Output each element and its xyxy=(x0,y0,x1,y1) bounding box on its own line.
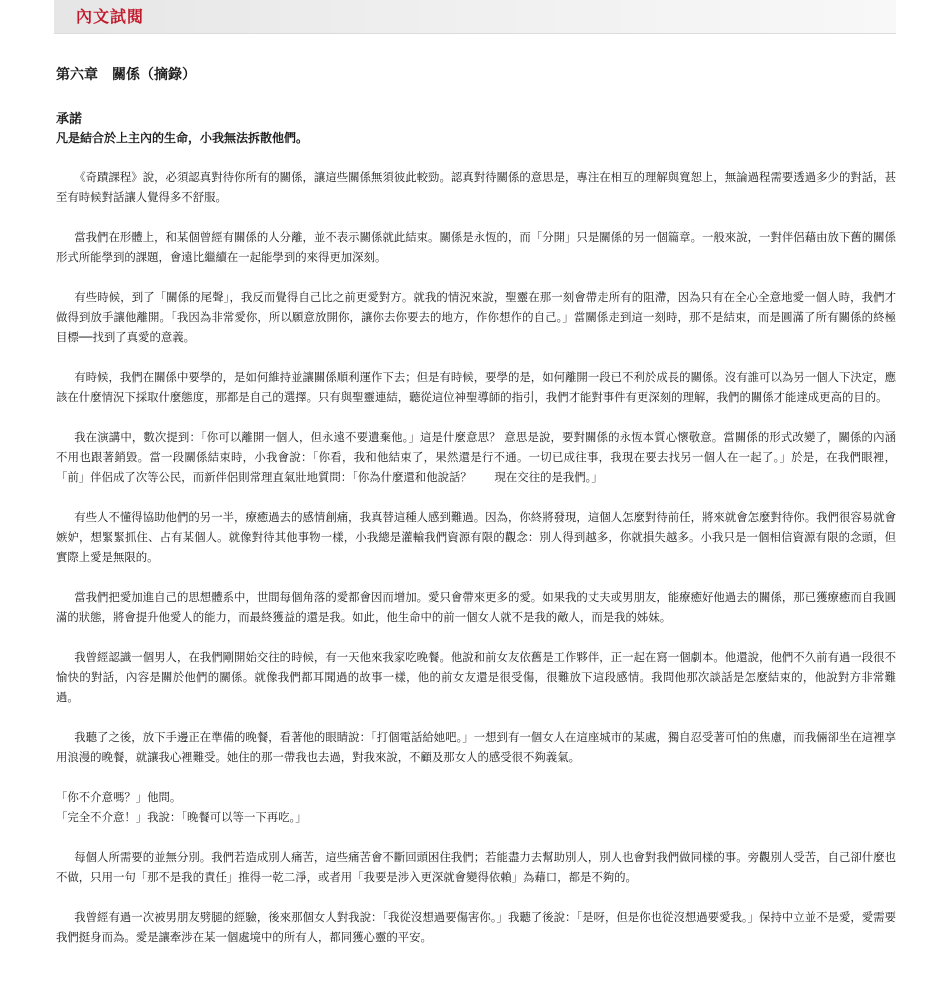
paragraph: 當我們在形體上，和某個曾經有關係的人分離，並不表示關係就此結束。關係是永恆的，而「分開」只是關係的另一個篇章。一般來說，一對伴侶藉由放下舊的關係形式所能學到的課題，會遠比繼續在一起能學到的來得更加深刻。 xyxy=(56,230,896,264)
paragraph: 《奇蹟課程》說，必須認真對待你所有的關係，讓這些關係無須彼此較勁。認真對待關係的意思是，專注在相互的理解與寬恕上，無論過程需要透過多少的對話，甚至有時候對話讓人覺得多不舒服。 xyxy=(56,170,896,204)
chapter-title: 第六章 關係（摘錄） xyxy=(56,67,196,83)
paragraph: 有些人不懂得協助他們的另一半，療癒過去的感情創痛，我真替這種人感到難過。因為，你終將發現，這個人怎麼對待前任，將來就會怎麼對待你。我們很容易就會嫉妒，想緊緊抓住、占有某個人。就像對待其他事物一樣，小我總是灌輸我們資源有限的觀念：別人得到越多，你就損失越多。小我只是一個相信資源有限的念頭，但實際上愛是無限的。 xyxy=(56,510,896,564)
paragraph: 有時候，我們在關係中要學的，是如何維持並讓關係順利運作下去；但是有時候，要學的是，如何離開一段已不利於成長的關係。沒有誰可以為另一個人下決定，應該在什麼情況下採取什麼態度，那都是自己的選擇。只有與聖靈連結，聽從這位神聖導師的指引，我們才能對事件有更深刻的理解，我們的關係才能達成更高的目的。 xyxy=(56,370,896,404)
paragraph: 我在演講中，數次提到：「你可以離開一個人，但永遠不要遺棄他。」這是什麼意思？ 意思是說，要對關係的永恆本質心懷敬意。當關係的形式改變了，關係的內涵不用也跟著銷毀。當一段關係結束時，小我會說：「你看，我和他結束了，果然還是行不通。一切已成往事，我現在要去找另一個人在一起了。」於是，在我們眼裡，「前」伴侶成了次等公民，而新伴侶則常理直氣壯地質問：「你為什麼還和他說話？ 現在交往的是我們。」 xyxy=(56,430,896,484)
paragraph: 當我們把愛加進自己的思想體系中，世間每個角落的愛都會因而增加。愛只會帶來更多的愛。如果我的丈夫或男朋友，能療癒好他過去的關係，那已獲療癒而自我圓滿的狀態，將會提升他愛人的能力，而最終獲益的還是我。如此，他生命中的前一個女人就不是我的敵人，而是我的姊妹。 xyxy=(56,590,896,624)
header-title: 內文試閱 xyxy=(76,7,145,26)
dialogue-line: 「完全不介意！」我說：「晚餐可以等一下再吃。」 xyxy=(56,810,307,824)
paragraph: 我曾經有過一次被男朋友劈腿的經驗，後來那個女人對我說：「我從沒想過要傷害你。」我聽了後說：「是呀，但是你也從沒想過要愛我。」保持中立並不是愛，愛需要我們挺身而為。愛是讓牽涉在某一個處境中的所有人，都同獲心靈的平安。 xyxy=(56,910,896,944)
header-bar xyxy=(54,0,896,34)
paragraph: 每個人所需要的並無分別。我們若造成別人痛苦，這些痛苦會不斷回頭困住我們；若能盡力去幫助別人，別人也會對我們做同樣的事。旁觀別人受苦，自己卻什麼也不做，只用一句「那不是我的責任」推得一乾二淨，或者用「我要是涉入更深就會變得依賴」為藉口，都是不夠的。 xyxy=(56,850,896,884)
section-title: 承諾 xyxy=(56,112,83,127)
paragraph: 我曾經認識一個男人，在我們剛開始交往的時候，有一天他來我家吃晚餐。他說和前女友依舊是工作夥伴，正一起在寫一個劇本。他還說，他們不久前有過一段很不愉快的對話，內容是關於他們的關係。就像我們都耳聞過的故事一樣，他的前女友還是很受傷，很難放下這段感情。我問他那次談話是怎麼結束的，他說對方非常難過。 xyxy=(56,650,896,704)
article-content xyxy=(56,66,896,967)
dialogue-block xyxy=(56,787,896,827)
paragraph: 有些時候，到了「關係的尾聲」，我反而覺得自己比之前更愛對方。就我的情況來說，聖靈在那一刻會帶走所有的阻滯，因為只有在全心全意地愛一個人時，我們才做得到放手讓他離開。「我因為非常愛你，所以願意放開你，讓你去你要去的地方，作你想作的自己。」當關係走到這一刻時，那不是結束，而是圓滿了所有關係的終極目標──找到了真愛的意義。 xyxy=(56,290,896,344)
section-subtitle: 凡是結合於上主內的生命，小我無法拆散他們。 xyxy=(56,131,309,145)
dialogue-line: 「你不介意嗎？」他問。 xyxy=(56,790,182,804)
paragraph: 我聽了之後，放下手邊正在準備的晚餐，看著他的眼睛說：「打個電話給她吧。」一想到有一個女人在這座城市的某處，獨自忍受著可怕的焦慮，而我倆卻坐在這裡享用浪漫的晚餐，就讓我心裡難受。她住的那一帶我也去過，對我來說，不顧及那女人的感受很不夠義氣。 xyxy=(56,730,896,764)
